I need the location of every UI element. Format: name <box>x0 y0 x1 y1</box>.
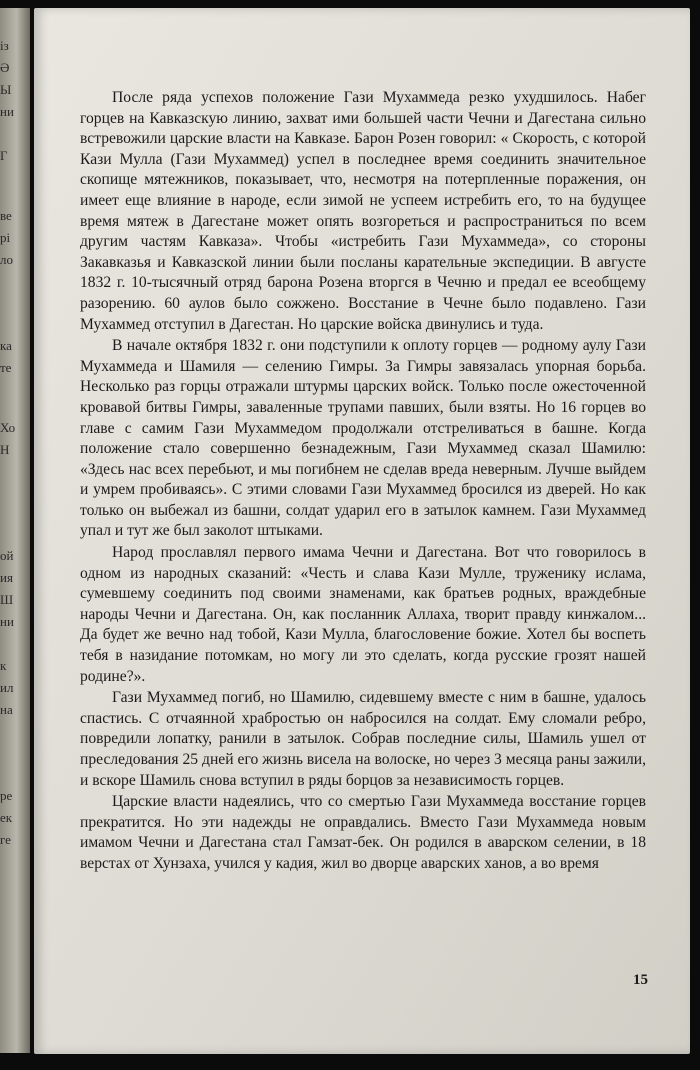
left-page-fragment: ни <box>0 104 14 119</box>
page-number: 15 <box>633 972 648 988</box>
left-page-fragment: ге <box>0 832 11 847</box>
paragraph: После ряда успехов положение Гази Мухаммеда резко ухудшилось. Набег горцев на Кавказскую линию, захват ими большей части Чечни и Дагестана сильно встревожили царские власти на Кавказе. Барон Розен говорил: « Скорость, с которой Кази Мулла (Гази Мухаммед) успел в последнее время соединить значительное скопище мятежников, показывает, что, несмотря на потерпленные поражения, он имеет еще влияние в народе, если зимой не успеем истребить его, то на будущее время мятеж в Дагестане может опять возгореться и распространиться по всем другим частям Кавказа». Чтобы «истребить Гази Мухаммеда», со стороны Закавказья и Кавказской линии были посланы карательные экспедиции. В августе 1832 г. 10-тысячный отряд барона Розена вторгся в Чечню и предал ее всеобщему разорению. 60 аулов было сожжено. Восстание в Чечне было подавлено. Гази Мухаммед отступил в Дагестан. Но царские войска двинулись и туда. <box>80 89 646 333</box>
left-page-fragment: Хо <box>0 420 16 435</box>
left-page-fragment: ка <box>0 338 12 353</box>
left-page-fragment: Ә <box>0 60 10 75</box>
left-page-fragment: ве <box>0 208 12 223</box>
adjacent-left-page <box>0 8 30 1053</box>
paragraph: Гази Мухаммед погиб, но Шамилю, сидевшему вместе с ним в башне, удалось спастись. С отчаянной храбростью он набросился на солдат. Ему сломали ребро, повредили лопатку, ранили в затылок. Собрав последние силы, Шамиль ушел от преследования 25 дней его жизнь висела на волоске, но через 3 месяца раны зажили, и вскоре Шамиль снова вступил в ряды борцов за независимость горцев. <box>80 689 646 789</box>
paragraph: Царские власти надеялись, что со смертью Гази Мухаммеда восстание горцев прекратится. Но эти надежды не оправдались. Вместо Гази Мухаммеда новым имамом Чечни и Дагестана стал Гамзат-бек. Он родился в аварском селении, в 18 верстах от Хунзаха, учился у кадия, жил во дворце аварских ханов, а во время <box>80 793 646 872</box>
paragraph: Народ прославлял первого имама Чечни и Дагестана. Вот что говорилось в одном из народных сказаний: «Честь и слава Кази Мулле, труженику ислама, сумевшему соединить под своими знаменами, как братьев родных, враждебные народы Чечни и Дагестана. Он, как посланник Аллаха, творит правду кинжалом... Да будет же вечно над тобой, Кази Мулла, благословение божие. Хотел бы воспеть тебя в назидание потомкам, но могу ли это сделать, когда русские грозят нашей родине?». <box>80 544 646 685</box>
left-page-fragment: Ы <box>0 82 12 97</box>
left-page-fragment: ни <box>0 614 14 629</box>
left-page-fragment: Ш <box>0 592 14 607</box>
left-page-fragment: Г <box>0 148 8 163</box>
book-page <box>34 8 690 1054</box>
left-page-fragment: те <box>0 360 12 375</box>
paragraph: В начале октября 1832 г. они подступили к оплоту горцев — родному аулу Гази Мухаммеда и Шамиля — селению Гимры. За Гимры завязалась упорная борьба. Несколько раз горцы отражали штурмы царских войск. Только после ожесточенной кровавой битвы Гимры, заваленные трупами павших, были взяты. Но 16 горцев во главе с самим Гази Мухаммедом продолжали отстреливаться в башне. Когда положение стало совершенно безнадежным, Гази Мухаммед сказал Шамилю: «Здесь нас всех перебьют, и мы погибнем не сделав вреда неверным. Лучше выйдем и умрем пробиваясь». С этими словами Гази Мухаммед бросился из дверей. Но как только он выбежал из башни, солдат ударил его в затылок камнем. Гази Мухаммед упал и тут же был заколот штыками. <box>80 337 646 540</box>
left-page-fragment: ло <box>0 252 13 267</box>
left-page-fragment: ре <box>0 788 13 803</box>
left-page-fragment: рі <box>0 230 11 245</box>
left-page-fragment: ек <box>0 810 13 825</box>
left-page-fragment: Н <box>0 442 10 457</box>
left-page-fragment: ия <box>0 570 13 585</box>
body-text <box>80 88 646 876</box>
left-page-fragment: ой <box>0 548 14 563</box>
left-page-fragment: к <box>0 658 7 673</box>
left-page-fragment: на <box>0 702 13 717</box>
left-page-fragment: ил <box>0 680 14 695</box>
left-page-fragment: із <box>0 38 9 53</box>
